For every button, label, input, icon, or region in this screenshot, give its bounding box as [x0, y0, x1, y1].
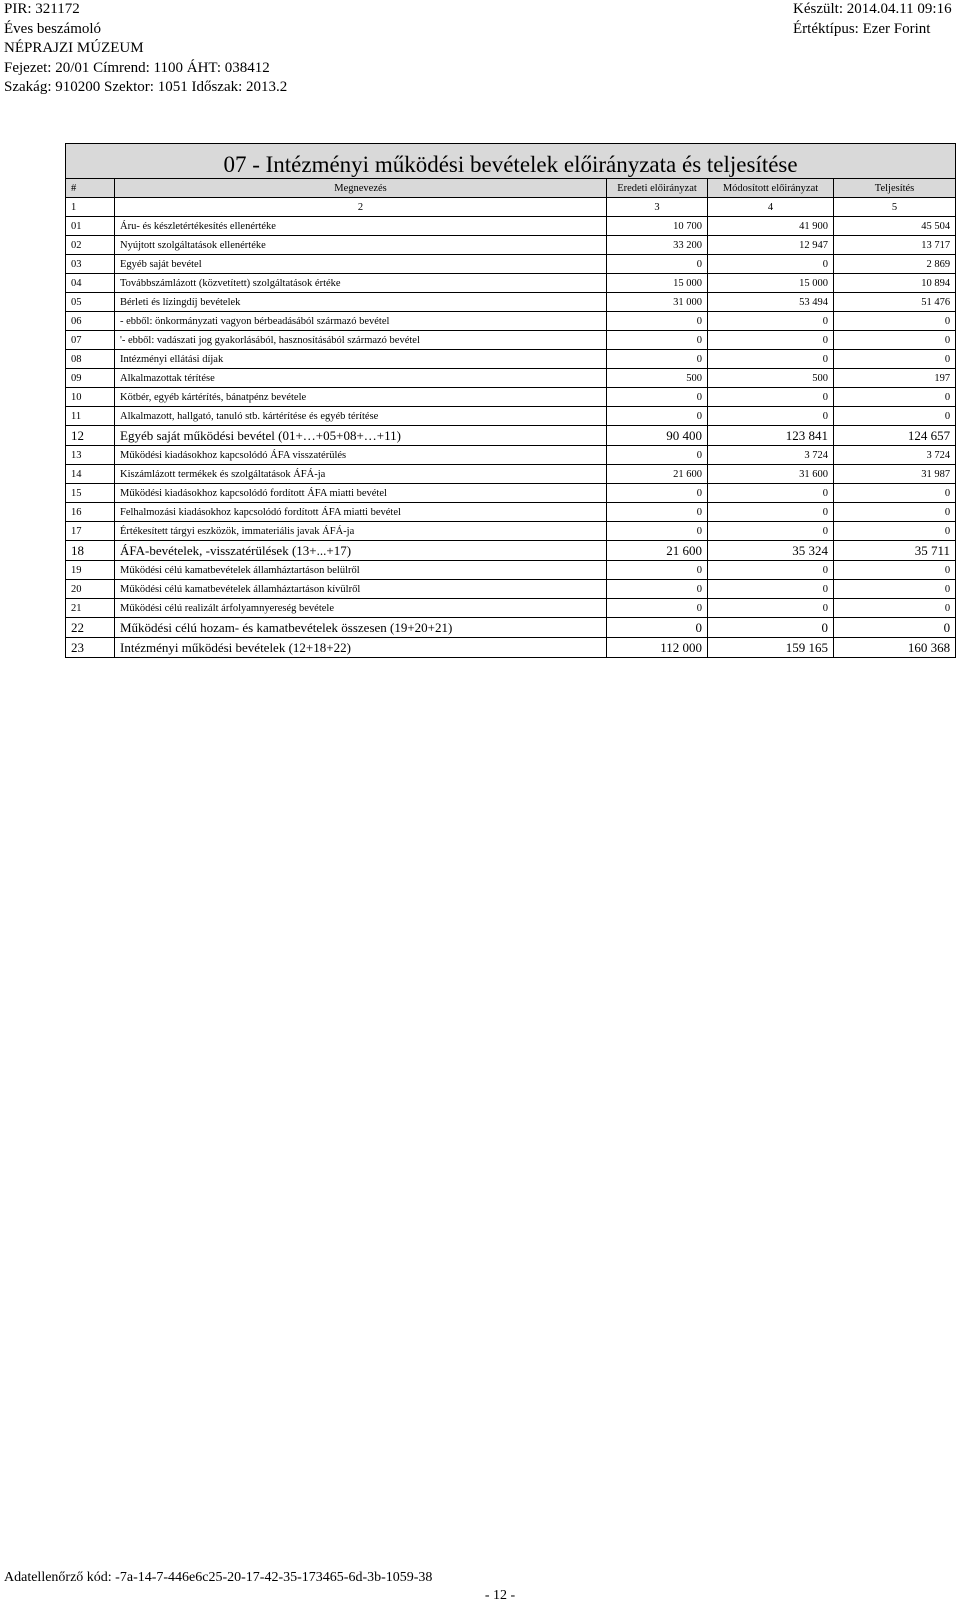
header-sector: Szakág: 910200 Szektor: 1051 Időszak: 2013.2: [4, 79, 288, 96]
column-header-modified: Módosított előirányzat: [708, 179, 834, 198]
column-header-actual: Teljesítés: [834, 179, 956, 198]
header-pir: PIR: 321172: [4, 1, 80, 17]
row-name: ÁFA-bevételek, -visszatérülések (13+...+17): [115, 541, 607, 561]
row-number: 10: [66, 388, 115, 407]
row-original: 0: [607, 599, 708, 618]
row-actual: 0: [834, 312, 956, 331]
row-name: Működési kiadásokhoz kapcsolódó ÁFA visszatérülés: [115, 446, 607, 465]
row-original: 0: [607, 580, 708, 599]
row-original: 10 700: [607, 217, 708, 236]
row-number: 06: [66, 312, 115, 331]
revenue-table: [65, 143, 956, 658]
table-row: [66, 217, 956, 236]
row-modified: 0: [708, 503, 834, 522]
row-original: 0: [607, 331, 708, 350]
row-modified: 0: [708, 599, 834, 618]
row-name: Működési célú kamatbevételek államháztartáson belülről: [115, 561, 607, 580]
row-name: Működési célú realizált árfolyamnyereség bevétele: [115, 599, 607, 618]
row-original: 112 000: [607, 638, 708, 658]
row-original: 21 600: [607, 465, 708, 484]
row-name: Áru- és készletértékesítés ellenértéke: [115, 217, 607, 236]
page-number: - 12 -: [484, 1588, 516, 1603]
column-number-3: 3: [607, 198, 708, 217]
row-actual: 45 504: [834, 217, 956, 236]
column-number-2: 2: [115, 198, 607, 217]
table-row: [66, 350, 956, 369]
row-modified: 41 900: [708, 217, 834, 236]
row-modified: 3 724: [708, 446, 834, 465]
row-modified: 0: [708, 331, 834, 350]
table-row: [66, 484, 956, 503]
header-institution: NÉPRAJZI MÚZEUM: [4, 40, 144, 57]
row-number: 05: [66, 293, 115, 312]
row-number: 12: [66, 426, 115, 446]
row-actual: 51 476: [834, 293, 956, 312]
table-row: [66, 369, 956, 388]
row-actual: 0: [834, 331, 956, 350]
row-name: Alkalmazott, hallgató, tanuló stb. kártérítése és egyéb térítése: [115, 407, 607, 426]
table-row: [66, 312, 956, 331]
row-original: 0: [607, 312, 708, 331]
table-row: [66, 388, 956, 407]
header-chapter: Fejezet: 20/01 Címrend: 1100 ÁHT: 038412: [4, 59, 270, 76]
row-original: 0: [607, 255, 708, 274]
row-name: Egyéb saját működési bevétel (01+…+05+08+…+11): [115, 426, 607, 446]
column-header-original: Eredeti előirányzat: [607, 179, 708, 198]
header-left: [4, 0, 287, 98]
row-actual: 0: [834, 407, 956, 426]
row-actual: 31 987: [834, 465, 956, 484]
row-name: Működési kiadásokhoz kapcsolódó fordított ÁFA miatti bevétel: [115, 484, 607, 503]
verification-code: Adatellenőrző kód: -7a-14-7-446e6c25-20-17-42-35-173465-6d-3b-1059-38: [4, 1570, 433, 1585]
table-row: [66, 274, 956, 293]
table-row: [66, 599, 956, 618]
row-name: Kötbér, egyéb kártérítés, bánatpénz bevétele: [115, 388, 607, 407]
row-original: 0: [607, 561, 708, 580]
row-modified: 12 947: [708, 236, 834, 255]
row-number: 21: [66, 599, 115, 618]
table-row: [66, 407, 956, 426]
row-name: Nyújtott szolgáltatások ellenértéke: [115, 236, 607, 255]
row-original: 90 400: [607, 426, 708, 446]
row-number: 22: [66, 618, 115, 638]
row-original: 21 600: [607, 541, 708, 561]
row-modified: 0: [708, 350, 834, 369]
row-actual: 0: [834, 522, 956, 541]
row-actual: 2 869: [834, 255, 956, 274]
row-actual: 160 368: [834, 638, 956, 658]
row-number: 23: [66, 638, 115, 658]
row-original: 0: [607, 407, 708, 426]
row-modified: 123 841: [708, 426, 834, 446]
row-number: 14: [66, 465, 115, 484]
row-actual: 13 717: [834, 236, 956, 255]
header-value-type: Értéktípus: Ezer Forint: [793, 20, 931, 37]
row-original: 31 000: [607, 293, 708, 312]
row-modified: 0: [708, 388, 834, 407]
column-number-5: 5: [834, 198, 956, 217]
row-original: 33 200: [607, 236, 708, 255]
row-modified: 159 165: [708, 638, 834, 658]
table-row: [66, 255, 956, 274]
column-header-number: #: [66, 179, 115, 198]
row-modified: 15 000: [708, 274, 834, 293]
row-modified: 0: [708, 312, 834, 331]
row-actual: 35 711: [834, 541, 956, 561]
row-number: 08: [66, 350, 115, 369]
row-actual: 0: [834, 350, 956, 369]
table-row: [66, 561, 956, 580]
row-number: 02: [66, 236, 115, 255]
column-header-name: Megnevezés: [115, 179, 607, 198]
row-actual: 0: [834, 599, 956, 618]
row-name: Intézményi működési bevételek (12+18+22): [115, 638, 607, 658]
row-original: 15 000: [607, 274, 708, 293]
row-original: 0: [607, 503, 708, 522]
column-number-1: 1: [66, 198, 115, 217]
row-name: Továbbszámlázott (közvetített) szolgáltatások értéke: [115, 274, 607, 293]
row-name: Kiszámlázott termékek és szolgáltatások ÁFÁ-ja: [115, 465, 607, 484]
table-row: [66, 465, 956, 484]
row-number: 13: [66, 446, 115, 465]
row-name: Működési célú kamatbevételek államháztartáson kívülről: [115, 580, 607, 599]
row-original: 0: [607, 388, 708, 407]
row-modified: 0: [708, 407, 834, 426]
row-original: 0: [607, 618, 708, 638]
row-modified: 0: [708, 580, 834, 599]
row-number: 20: [66, 580, 115, 599]
row-actual: 0: [834, 561, 956, 580]
row-number: 01: [66, 217, 115, 236]
row-original: 500: [607, 369, 708, 388]
table-row: [66, 503, 956, 522]
row-modified: 0: [708, 561, 834, 580]
row-number: 09: [66, 369, 115, 388]
table-row: [66, 426, 956, 446]
table-title: 07 - Intézményi működési bevételek előirányzata és teljesítése: [66, 144, 956, 179]
row-number: 07: [66, 331, 115, 350]
table-row: [66, 580, 956, 599]
table-row: [66, 236, 956, 255]
row-modified: 500: [708, 369, 834, 388]
row-number: 11: [66, 407, 115, 426]
row-actual: 0: [834, 503, 956, 522]
table-row: [66, 522, 956, 541]
row-modified: 0: [708, 484, 834, 503]
row-actual: 0: [834, 484, 956, 503]
table-row: [66, 618, 956, 638]
row-number: 16: [66, 503, 115, 522]
header-created: Készült: 2014.04.11 09:16: [793, 1, 952, 17]
column-header-row: [66, 179, 956, 198]
row-modified: 53 494: [708, 293, 834, 312]
row-original: 0: [607, 484, 708, 503]
row-name: Intézményi ellátási díjak: [115, 350, 607, 369]
header-report-type: Éves beszámoló: [4, 20, 102, 37]
table-row: [66, 293, 956, 312]
row-actual: 124 657: [834, 426, 956, 446]
column-number-4: 4: [708, 198, 834, 217]
row-modified: 0: [708, 255, 834, 274]
row-number: 03: [66, 255, 115, 274]
row-original: 0: [607, 350, 708, 369]
row-name: Bérleti és lízingdíj bevételek: [115, 293, 607, 312]
row-original: 0: [607, 522, 708, 541]
row-modified: 0: [708, 618, 834, 638]
table-title-row: [66, 144, 956, 179]
row-number: 17: [66, 522, 115, 541]
row-name: - ebből: önkormányzati vagyon bérbeadásából származó bevétel: [115, 312, 607, 331]
column-number-row: [66, 198, 956, 217]
row-number: 04: [66, 274, 115, 293]
row-actual: 0: [834, 388, 956, 407]
row-name: Felhalmozási kiadásokhoz kapcsolódó fordított ÁFA miatti bevétel: [115, 503, 607, 522]
row-number: 19: [66, 561, 115, 580]
row-modified: 0: [708, 522, 834, 541]
row-name: Alkalmazottak térítése: [115, 369, 607, 388]
header-right: [793, 0, 952, 39]
row-actual: 0: [834, 618, 956, 638]
row-name: '- ebből: vadászati jog gyakorlásából, hasznosításából származó bevétel: [115, 331, 607, 350]
row-name: Egyéb saját bevétel: [115, 255, 607, 274]
row-original: 0: [607, 446, 708, 465]
row-number: 18: [66, 541, 115, 561]
row-actual: 0: [834, 580, 956, 599]
table-row: [66, 446, 956, 465]
row-modified: 31 600: [708, 465, 834, 484]
row-name: Értékesített tárgyi eszközök, immateriális javak ÁFÁ-ja: [115, 522, 607, 541]
row-name: Működési célú hozam- és kamatbevételek összesen (19+20+21): [115, 618, 607, 638]
table-row: [66, 638, 956, 658]
row-number: 15: [66, 484, 115, 503]
row-actual: 10 894: [834, 274, 956, 293]
table-row: [66, 331, 956, 350]
row-actual: 197: [834, 369, 956, 388]
row-actual: 3 724: [834, 446, 956, 465]
table-row: [66, 541, 956, 561]
row-modified: 35 324: [708, 541, 834, 561]
